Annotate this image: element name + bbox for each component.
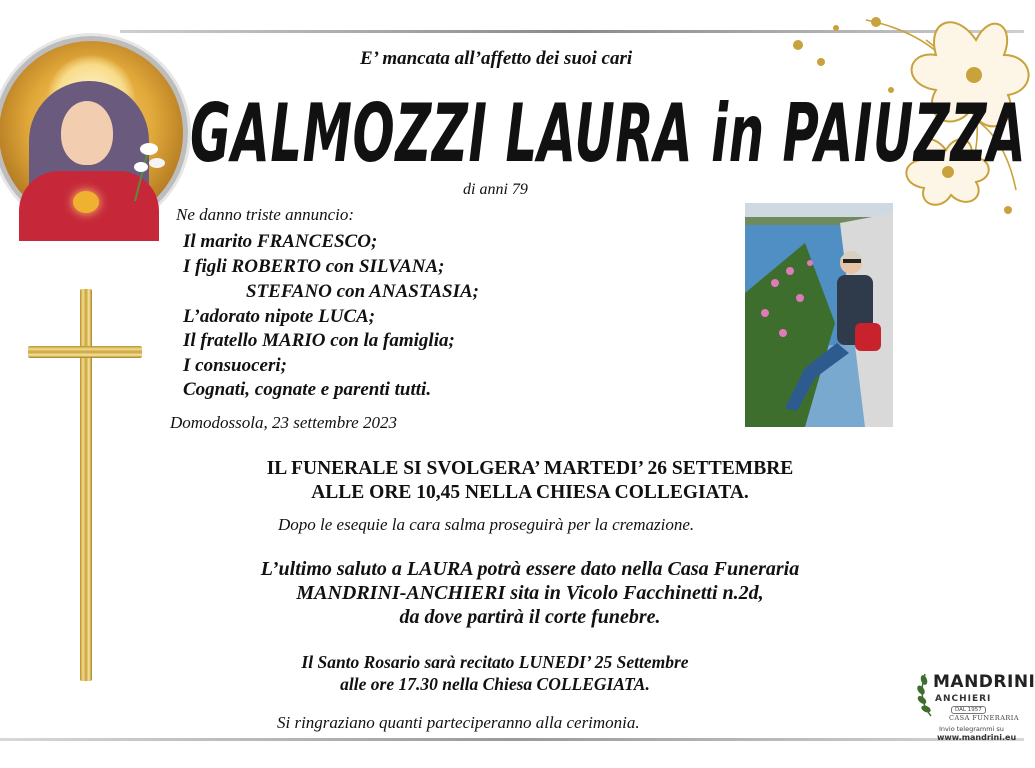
logo-since: DAL 1957 (951, 706, 986, 714)
farewell-line: L’ultimo saluto a LAURA potrà essere dato nella Casa Funeraria (260, 558, 800, 580)
family-line: Il marito FRANCESCO; (183, 231, 378, 252)
family-line: STEFANO con ANASTASIA; (246, 281, 480, 302)
frame-bottom-line (0, 738, 1024, 741)
announcement-header: Ne danno triste annuncio: (176, 205, 355, 224)
logo-name: MANDRINI (933, 672, 1035, 692)
family-line: Il fratello MARIO con la famiglia; (183, 330, 455, 351)
age-text: di anni 79 (463, 181, 528, 198)
sacred-heart-icon (73, 191, 99, 213)
rosary-line: alle ore 17.30 nella Chiesa COLLEGIATA. (340, 674, 650, 694)
family-line: I consuoceri; (183, 355, 287, 376)
family-line: I figli ROBERTO con SILVANA; (183, 256, 445, 277)
funeral-line: IL FUNERALE SI SVOLGERA’ MARTEDI’ 26 SETTEMBRE (266, 458, 794, 479)
farewell-line: MANDRINI-ANCHIERI sita in Vicolo Facchinetti n.2d, (296, 582, 764, 604)
face (61, 101, 113, 165)
funeral-home-logo (915, 666, 1035, 742)
logo-type: CASA FUNERARIA (949, 714, 1020, 722)
logo-website: www.mandrini.eu (937, 733, 1017, 742)
logo-subtitle: ANCHIERI (935, 694, 992, 704)
rosary-line: Il Santo Rosario sarà recitato LUNEDI’ 25 Settembre (301, 652, 689, 672)
thanks-text: Si ringraziano quanti parteciperanno alla cerimonia. (277, 713, 640, 732)
family-line: L’adorato nipote LUCA; (183, 306, 376, 327)
deceased-name: GALMOZZI LAURA in PAIUZZA (190, 87, 1027, 180)
funeral-line: ALLE ORE 10,45 NELLA CHIESA COLLEGIATA. (311, 482, 749, 503)
lily-icon (127, 137, 171, 201)
farewell-line: da dove partirà il corte funebre. (399, 606, 661, 628)
cross-horizontal (28, 346, 142, 358)
intro-text: E’ mancata all’affetto dei suoi cari (360, 48, 633, 69)
place-date: Domodossola, 23 settembre 2023 (170, 413, 397, 432)
photo-illustration (745, 203, 893, 427)
madonna-icon (0, 36, 188, 230)
logo-telegram-text: Invio telegrammi su (939, 725, 1004, 733)
family-line: Cognati, cognate e parenti tutti. (183, 379, 432, 400)
deceased-photo (745, 203, 893, 427)
cremation-text: Dopo le esequie la cara salma proseguirà per la cremazione. (278, 515, 695, 534)
